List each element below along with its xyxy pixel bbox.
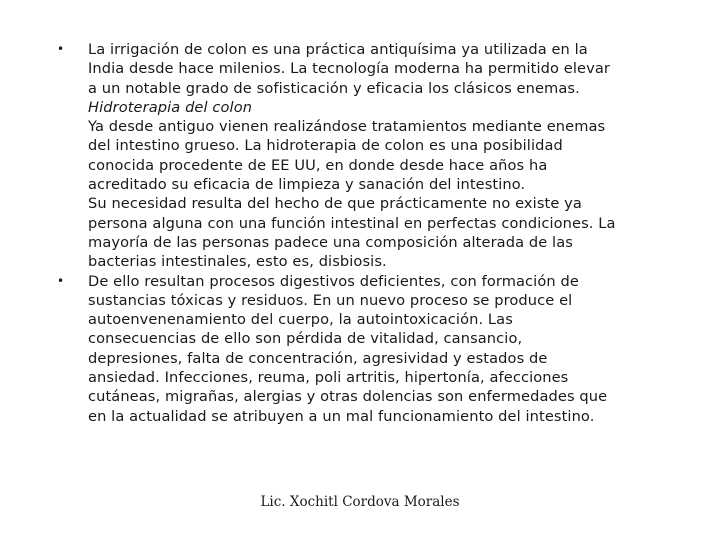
paragraph-line: conocida procedente de EE UU, en donde desde hace años ha [88, 156, 548, 174]
paragraph-line: Ya desde antiguo vienen realizándose tratamientos mediante enemas [88, 118, 606, 136]
paragraph-line: La irrigación de colon es una práctica antiquísima ya utilizada en la [88, 41, 588, 58]
paragraph-line: bacterias intestinales, esto es, disbiosis. [88, 253, 387, 271]
bullet-dot-icon: • [57, 273, 65, 288]
paragraph-line: cutáneas, migrañas, alergias y otras dolencias son enfermedades que [88, 388, 608, 406]
section-heading: Hidroterapia del colon [88, 98, 253, 116]
bullet-list [55, 40, 665, 426]
paragraph-line: a un notable grado de sofisticación y eficacia los clásicos enemas. [88, 79, 580, 97]
footer-author: Lic. Xochitl Cordova Morales [260, 494, 460, 510]
paragraph-line: India desde hace milenios. La tecnología moderna ha permitido elevar [88, 60, 610, 78]
bullet-item-1 [55, 40, 665, 272]
paragraph-line: sustancias tóxicas y residuos. En un nuevo proceso se produce el [88, 291, 573, 309]
paragraph-line: en la actualidad se atribuyen a un mal funcionamiento del intestino. [88, 407, 595, 425]
paragraph-line: persona alguna con una función intestinal en perfectas condiciones. La [88, 214, 616, 232]
paragraph-line: autoenvenenamiento del cuerpo, la autointoxicación. Las [88, 311, 513, 329]
paragraph-line: De ello resultan procesos digestivos deficientes, con formación de [88, 272, 579, 290]
bullet-dot-icon: • [57, 42, 65, 56]
paragraph-line: acreditado su eficacia de limpieza y sanación del intestino. [88, 176, 526, 194]
paragraph-line: depresiones, falta de concentración, agresividad y estados de [88, 349, 548, 367]
paragraph-line: ansiedad. Infecciones, reuma, poli artritis, hipertonía, afecciones [88, 369, 569, 387]
paragraph-line: Su necesidad resulta del hecho de que prácticamente no existe ya [88, 195, 582, 213]
paragraph-line: consecuencias de ello son pérdida de vitalidad, cansancio, [88, 330, 523, 348]
paragraph-line: del intestino grueso. La hidroterapia de colon es una posibilidad [88, 137, 563, 155]
paragraph-line: mayoría de las personas padece una composición alterada de las [88, 233, 573, 251]
bullet-item-2 [55, 272, 665, 426]
